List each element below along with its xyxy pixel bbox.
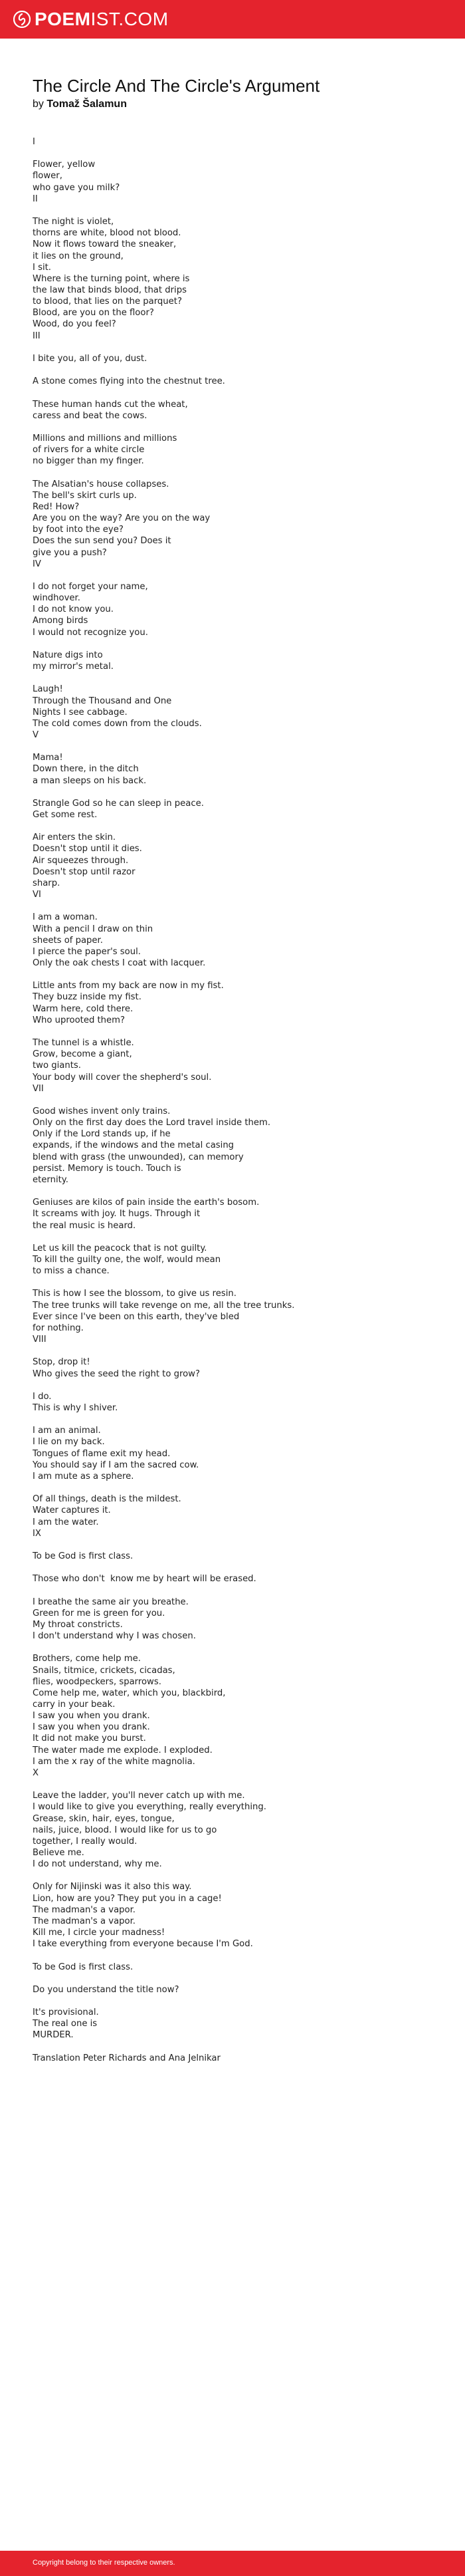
poem-line: Air enters the skin.: [33, 833, 116, 843]
poem-line: Let us kill the peacock that is not guilty.: [33, 1243, 207, 1253]
poem-line: [33, 1950, 444, 1961]
poem-line: [33, 1186, 444, 1197]
poem-line: [33, 1562, 444, 1573]
poem-line: The cold comes down from the clouds.: [33, 718, 202, 729]
poem-line: I saw you when you drank.: [33, 1722, 150, 1733]
poem-line: Green for me is green for you.: [33, 1608, 165, 1618]
poem-line: Where is the turning point, where is: [33, 273, 190, 284]
poem-line: I am a woman.: [33, 912, 98, 923]
poem-line: sharp.: [33, 878, 60, 888]
poem-line: VI: [33, 890, 41, 900]
poem-line: [33, 422, 444, 433]
poem-line: a man sleeps on his back.: [33, 775, 147, 786]
poem-line: The real one is: [33, 2019, 98, 2029]
poemist-logo[interactable]: [13, 9, 169, 29]
poem-line: by foot into the eye?: [33, 525, 124, 535]
poem-line: flies, woodpeckers, sparrows.: [33, 1676, 161, 1687]
poem-line: Through the Thousand and One: [33, 696, 172, 706]
poem-line: This is how I see the blossom, to give us resin.: [33, 1289, 236, 1299]
poem-line: [33, 364, 444, 376]
poem-line: Who gives the seed the right to grow?: [33, 1368, 200, 1379]
poem-line: Wood, do you feel?: [33, 319, 116, 330]
poem-line: The madman's a vapor.: [33, 1916, 136, 1926]
poem-line: eternity.: [33, 1174, 68, 1185]
poem-line: [33, 1779, 444, 1790]
poem-line: [33, 900, 444, 912]
poem-line: The bell's skirt curls up.: [33, 490, 137, 501]
poem-line: [33, 1870, 444, 1881]
poem-line: Only if the Lord stands up, if he: [33, 1129, 171, 1140]
poem-line: my mirror's metal.: [33, 662, 114, 672]
poem-line: Does the sun send you? Does it: [33, 536, 171, 547]
poem-line: With a pencil I draw on thin: [33, 924, 153, 934]
poem-line: [33, 741, 444, 752]
poem-line: [33, 1973, 444, 1984]
poem-line: These human hands cut the wheat,: [33, 399, 188, 410]
poem-line: Air squeezes through.: [33, 855, 129, 866]
poem-line: Water captures it.: [33, 1505, 111, 1516]
poem-line: Flower, yellow: [33, 160, 96, 170]
poem-line: I lie on my back.: [33, 1437, 105, 1448]
poem-line: X: [33, 1767, 39, 1778]
poem-line: I am an animal.: [33, 1426, 101, 1436]
poem-line: The tree trunks will take revenge on me, all the tree trunks.: [33, 1300, 295, 1311]
poem-line: III: [33, 330, 41, 341]
poem-line: Among birds: [33, 616, 88, 626]
poem-line: My throat constricts.: [33, 1619, 123, 1630]
footer-bar: [0, 2551, 465, 2576]
poem-line: [33, 1585, 444, 1596]
poem-line: [33, 638, 444, 650]
poem-line: I do.: [33, 1391, 52, 1402]
poem-line: I am mute as a sphere.: [33, 1471, 134, 1481]
poem-line: [33, 1380, 444, 1391]
poem-line: VII: [33, 1083, 44, 1094]
poem-line: Your body will cover the shepherd's soul.: [33, 1072, 212, 1083]
poem-line: I bite you, all of you, dust.: [33, 353, 147, 364]
poem-line: I take everything from everyone because I'm God.: [33, 1939, 253, 1950]
poem-line: They buzz inside my fist.: [33, 992, 141, 1003]
poem-line: This is why I shiver.: [33, 1403, 118, 1413]
poem-line: [33, 1414, 444, 1425]
poem-line: Only for Nijinski was it also this way.: [33, 1882, 192, 1892]
poem-line: Nights I see cabbage.: [33, 707, 128, 717]
poem-line: Good wishes invent only trains.: [33, 1106, 171, 1117]
poem-line: the law that binds blood, that drips: [33, 285, 187, 295]
poem-line: Stop, drop it!: [33, 1357, 90, 1368]
poem-line: [33, 787, 444, 798]
byline-prefix: by: [33, 98, 44, 110]
poem-line: I would not recognize you.: [33, 627, 148, 638]
poem-line: The madman's a vapor.: [33, 1904, 136, 1915]
poem-line: It's provisional.: [33, 2007, 99, 2018]
poem-line: Tongues of flame exit my head.: [33, 1448, 171, 1459]
poem-line: give you a push?: [33, 547, 107, 558]
poem-line: IV: [33, 559, 41, 569]
poem-line: Geniuses are kilos of pain inside the earth's bosom.: [33, 1198, 260, 1208]
poem-line: Of all things, death is the mildest.: [33, 1494, 181, 1505]
poem-line: Now it flows toward the sneaker,: [33, 239, 177, 250]
poem-line: persist. Memory is touch. Touch is: [33, 1163, 181, 1174]
poem-line: [33, 2041, 444, 2053]
poem-line: [33, 342, 444, 353]
poem-line: Doesn't stop until it dies.: [33, 844, 142, 854]
poem-line: It did not make you burst.: [33, 1734, 146, 1744]
poem-line: Who uprooted them?: [33, 1015, 125, 1025]
poem-line: [33, 1642, 444, 1653]
poem-line: The night is violet,: [33, 217, 114, 227]
poem-line: I sit.: [33, 262, 51, 273]
poem-line: [33, 1482, 444, 1493]
poem-line: [33, 1996, 444, 2007]
poem-line: It screams with joy. It hugs. Through it: [33, 1209, 201, 1220]
poem-line: no bigger than my finger.: [33, 456, 144, 467]
poem-line: I: [33, 137, 35, 147]
poem-line: [33, 1231, 444, 1243]
poem-line: Are you on the way? Are you on the way: [33, 513, 211, 524]
poem-line: Brothers, come help me.: [33, 1654, 141, 1664]
poemist-swirl-icon: [13, 11, 31, 28]
poem-line: Do you understand the title now?: [33, 1984, 179, 1995]
poem-line: [33, 1345, 444, 1356]
poem-line: thorns are white, blood not blood.: [33, 228, 181, 239]
poem-line: Snails, titmice, crickets, cicadas,: [33, 1665, 175, 1676]
poem-line: Believe me.: [33, 1847, 84, 1858]
poem-line: caress and beat the cows.: [33, 410, 147, 421]
poem-line: Grease, skin, hair, eyes, tongue,: [33, 1813, 175, 1824]
poem-line: to blood, that lies on the parquet?: [33, 297, 182, 307]
poem-line: Those who don't know me by heart will be erased.: [33, 1574, 256, 1585]
poem-line: the real music is heard.: [33, 1220, 136, 1231]
copyright-text: Copyright belong to their respective owners.: [33, 2559, 175, 2567]
poem-line: Little ants from my back are now in my fist.: [33, 981, 224, 991]
poem-line: I breathe the same air you breathe.: [33, 1597, 189, 1607]
poem-line: [33, 205, 444, 216]
poem-line: The tunnel is a whistle.: [33, 1038, 134, 1049]
poem-line: to miss a chance.: [33, 1266, 110, 1277]
poem-line: [33, 1095, 444, 1106]
poem-line: You should say if I am the sacred cow.: [33, 1460, 199, 1470]
poem-line: for nothing.: [33, 1323, 84, 1333]
poem-line: I am the water.: [33, 1517, 99, 1527]
poem-line: Down there, in the ditch: [33, 764, 139, 775]
poem-line: To kill the guilty one, the wolf, would mean: [33, 1255, 221, 1265]
poem-line: [33, 1539, 444, 1551]
poem-line: Millions and millions and millions: [33, 433, 177, 444]
poem-line: [33, 570, 444, 581]
poem-line: expands, if the windows and the metal casing: [33, 1140, 234, 1151]
poem-line: together, I really would.: [33, 1836, 138, 1847]
poem-line: flower,: [33, 171, 62, 182]
poem-line: [33, 1026, 444, 1037]
poem-line: carry in your beak.: [33, 1699, 116, 1710]
poem-line: II: [33, 193, 38, 204]
poem-line: [33, 387, 444, 398]
poem-line: [33, 1277, 444, 1288]
poem-line: Nature digs into: [33, 650, 103, 660]
poem-line: Kill me, I circle your madness!: [33, 1928, 165, 1938]
poem-line: it lies on the ground,: [33, 251, 124, 261]
poem-line: IX: [33, 1528, 41, 1539]
poem-line: of rivers for a white circle: [33, 445, 145, 455]
poem-body: [33, 136, 444, 2064]
poem-line: I do not know you.: [33, 604, 114, 615]
poem-line: Only the oak chests I coat with lacquer.: [33, 958, 206, 969]
poem-line: The water made me explode. I exploded.: [33, 1745, 213, 1755]
poem-line: Get some rest.: [33, 810, 98, 821]
poem-line: Come help me, water, which you, blackbird,: [33, 1688, 226, 1698]
poem-line: V: [33, 729, 39, 740]
poem-line: Blood, are you on the floor?: [33, 308, 154, 319]
poem-title: The Circle And The Circle's Argument: [33, 76, 320, 96]
poem-line: Lion, how are you? They put you in a cage!: [33, 1893, 222, 1904]
poem-line: Translation Peter Richards and Ana Jelnikar: [33, 2053, 221, 2063]
poem-line: [33, 467, 444, 478]
poem-line: VIII: [33, 1335, 46, 1345]
poem-line: sheets of paper.: [33, 935, 103, 946]
poem-line: MURDER.: [33, 2030, 74, 2041]
poem-line: I do not forget your name,: [33, 581, 148, 592]
poem-line: To be God is first class.: [33, 1551, 134, 1561]
poem-line: two giants.: [33, 1061, 81, 1071]
poem-line: I pierce the paper's soul.: [33, 946, 141, 957]
poem-line: Warm here, cold there.: [33, 1003, 134, 1014]
author-link[interactable]: Tomaž Šalamun: [46, 98, 127, 110]
poem-line: A stone comes flying into the chestnut tree.: [33, 376, 225, 387]
poem-line: nails, juice, blood. I would like for us to go: [33, 1825, 217, 1835]
poem-line: blend with grass (the unwounded), can memory: [33, 1152, 244, 1162]
brand-light: IST.COM: [90, 9, 169, 29]
poem-line: who gave you milk?: [33, 182, 120, 193]
poem-line: To be God is first class.: [33, 1962, 134, 1972]
poem-line: I would like to give you everything, really everything.: [33, 1802, 266, 1813]
poem-line: The Alsatian's house collapses.: [33, 479, 169, 489]
poem-line: Doesn't stop until razor: [33, 866, 136, 877]
poem-line: [33, 969, 444, 980]
poem-line: Ever since I've been on this earth, they've bled: [33, 1311, 240, 1322]
poem-line: Laugh!: [33, 684, 63, 695]
poem-line: [33, 148, 444, 159]
poem-line: I don't understand why I was chosen.: [33, 1631, 196, 1642]
poem-line: Strangle God so he can sleep in peace.: [33, 798, 204, 809]
poem-line: windhover.: [33, 593, 80, 604]
poem-line: Leave the ladder, you'll never catch up with me.: [33, 1791, 245, 1801]
poem-line: Grow, become a giant,: [33, 1049, 132, 1060]
poem-line: Red! How?: [33, 501, 80, 512]
brand-strong: POEM: [35, 9, 91, 29]
poem-line: I am the x ray of the white magnolia.: [33, 1756, 195, 1767]
poem-line: Only on the first day does the Lord travel inside them.: [33, 1118, 271, 1128]
poem-line: I saw you when you drank.: [33, 1711, 150, 1722]
poem-line: [33, 821, 444, 832]
byline: [33, 98, 127, 110]
top-bar: [0, 0, 465, 39]
poem-line: I do not understand, why me.: [33, 1859, 162, 1870]
poem-line: Mama!: [33, 753, 63, 763]
poem-line: [33, 672, 444, 684]
